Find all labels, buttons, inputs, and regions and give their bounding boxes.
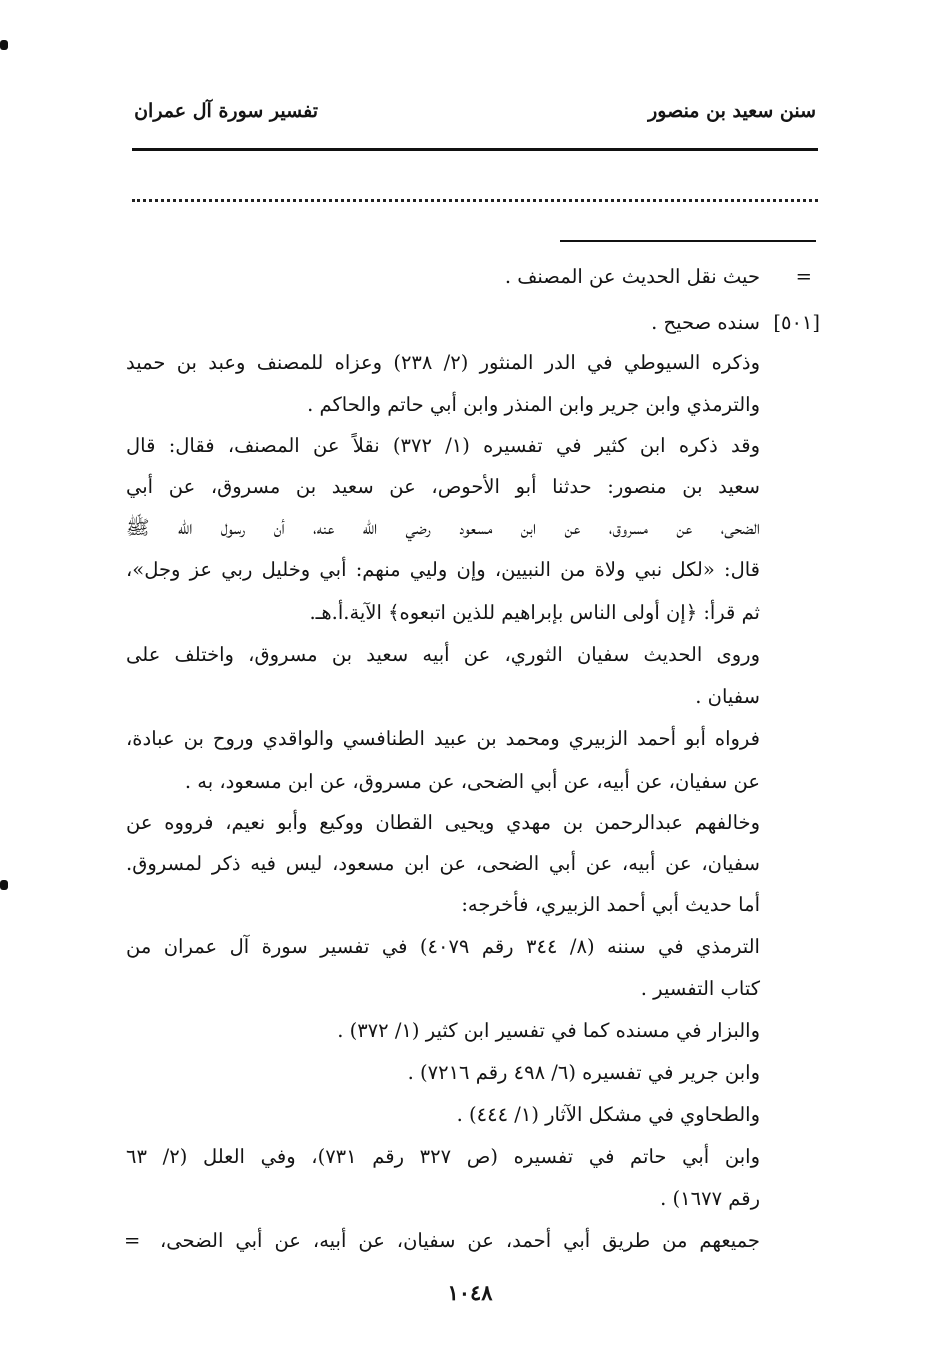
footnote-line-13: عن سفيان، عن أبيه، عن أبي الضحى، عن مسروق، عن ابن مسعود، به .: [184, 770, 760, 793]
footnote-line-11: سفيان .: [695, 685, 760, 708]
footnote-line-12: فرواه أبو أحمد الزبيري ومحمد بن عبيد الطنافسي والواقدي وروح بن عبادة،: [126, 727, 760, 750]
dotted-separator: [132, 199, 818, 202]
footnote-line-23: رقم ١٦٧٧) .: [660, 1187, 760, 1210]
header-rule: [132, 148, 818, 151]
footnote-line-4: والترمذي وابن جرير وابن المنذر وابن أبي حاتم والحاكم .: [307, 393, 760, 416]
footnote-line-18: كتاب التفسير .: [640, 977, 760, 1000]
footnote-line-1: حيث نقل الحديث عن المصنف .: [504, 265, 760, 288]
footnote-line-24: جميعهم من طريق أبي أحمد، عن سفيان، عن أبيه، عن أبي الضحى،: [160, 1229, 760, 1252]
footnote-line-21: والطحاوي في مشكل الآثار (١/ ٤٤٤) .: [456, 1103, 760, 1126]
page-number: ١٠٤٨: [447, 1280, 493, 1305]
footnote-line-8: قال: «لكل نبي ولاة من النبيين، وإن وليي منهم: أبي وخليل ربي عز وجل»،: [126, 558, 760, 581]
hadith-number: [٥٠١]: [773, 311, 820, 334]
next-page-mark: =: [124, 1229, 141, 1252]
footnote-line-7: الضحى، عن مسروق، عن ابن مسعود رضي الله عنه، أن رسول الله ﷺ: [126, 516, 760, 539]
footnote-line-10: وروى الحديث سفيان الثوري، عن أبيه سعيد بن مسروق، واختلف على: [126, 643, 760, 666]
margin-speck-top: [0, 40, 8, 50]
footnote-line-6: سعيد بن منصور: حدثنا أبو الأحوص، عن سعيد بن مسروق، عن أبي: [126, 475, 760, 498]
footnote-line-5: وقد ذكره ابن كثير في تفسيره (١/ ٣٧٢) نقلاً عن المصنف، فقال: قال: [126, 434, 760, 457]
running-head-section-title: تفسير سورة آل عمران: [134, 100, 318, 122]
continuation-mark: =: [795, 265, 812, 288]
footnote-line-2: سنده صحيح .: [651, 311, 760, 334]
footnote-line-22: وابن أبي حاتم في تفسيره (ص ٣٢٧ رقم ٧٣١)، وفي العلل (٢/ ٦٣: [126, 1145, 760, 1168]
margin-speck-middle: [0, 880, 8, 890]
footnote-line-14: وخالفهم عبدالرحمن بن مهدي ويحيى القطان ووكيع وأبو نعيم، فرووه عن: [126, 811, 760, 834]
footnote-line-15: سفيان، عن أبيه، عن أبي الضحى، عن ابن مسعود، ليس فيه ذكر لمسروق.: [126, 852, 760, 875]
footnote-line-19: والبزار في مسنده كما في تفسير ابن كثير (١/ ٣٧٢) .: [337, 1019, 760, 1042]
footnote-separator-rule: [560, 240, 816, 242]
footnote-line-16: أما حديث أبي أحمد الزبيري، فأخرجه:: [461, 893, 760, 916]
footnote-line-20: وابن جرير في تفسيره (٦/ ٤٩٨ رقم ٧٢١٦) .: [407, 1061, 760, 1084]
running-head-book-title: سنن سعيد بن منصور: [648, 100, 816, 122]
footnote-line-3: وذكره السيوطي في الدر المنثور (٢/ ٢٣٨) وعزاه للمصنف وعبد بن حميد: [126, 351, 760, 374]
footnote-line-17: الترمذي في سننه (٨/ ٣٤٤ رقم ٤٠٧٩) في تفسير سورة آل عمران من: [126, 935, 760, 958]
footnote-line-9: ثم قرأ: ﴿إن أولى الناس بإبراهيم للذين اتبعوه﴾ الآية.أ.هـ.: [309, 601, 760, 624]
